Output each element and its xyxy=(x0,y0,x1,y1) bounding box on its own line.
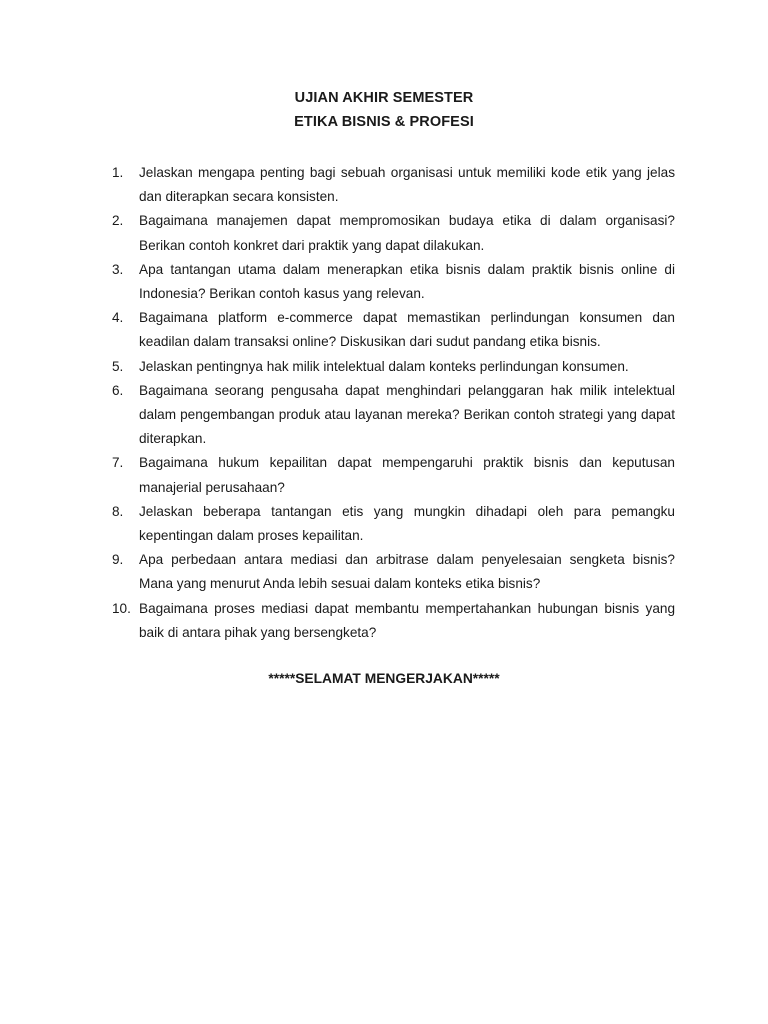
question-number: 7. xyxy=(112,455,124,471)
question-number: 5. xyxy=(112,358,124,374)
question-text: Apa tantangan utama dalam menerapkan etika bisnis dalam praktik bisnis online di Indonesia? Berikan contoh kasus yang relevan. xyxy=(139,261,675,302)
question-text: Apa perbedaan antara mediasi dan arbitrase dalam penyelesaian sengketa bisnis? Mana yang menurut Anda lebih sesuai dalam konteks etika bisnis? xyxy=(139,552,675,592)
question-item xyxy=(112,597,675,645)
question-text: Bagaimana seorang pengusaha dapat menghindari pelanggaran hak milik intelektual dalam pengembangan produk atau layanan mereka? Berikan contoh strategi yang dapat diterapkan. xyxy=(139,382,675,447)
question-list xyxy=(112,161,675,645)
question-number: 4. xyxy=(112,310,124,326)
question-number: 3. xyxy=(112,261,124,277)
question-item xyxy=(112,379,675,452)
question-item xyxy=(112,451,675,499)
question-number: 2. xyxy=(112,213,124,229)
question-text: Jelaskan pentingnya hak milik intelektual dalam konteks perlindungan konsumen. xyxy=(139,358,629,374)
question-text: Bagaimana proses mediasi dapat membantu mempertahankan hubungan bisnis yang baik di antara pihak yang bersengketa? xyxy=(139,600,675,640)
question-item xyxy=(112,355,675,379)
question-text: Bagaimana manajemen dapat mempromosikan budaya etika di dalam organisasi? Berikan contoh konkret dari praktik yang dapat dilakukan. xyxy=(139,213,675,253)
question-number: 9. xyxy=(112,552,124,568)
question-item xyxy=(112,258,675,306)
question-item xyxy=(112,161,675,209)
question-item xyxy=(112,306,675,354)
question-number: 8. xyxy=(112,503,124,519)
question-item xyxy=(112,500,675,548)
exam-title: UJIAN AKHIR SEMESTER xyxy=(294,90,474,106)
question-text: Jelaskan beberapa tantangan etis yang mungkin dihadapi oleh para pemangku kepentingan dalam proses kepailitan. xyxy=(139,503,675,544)
document-header xyxy=(0,86,768,134)
closing-message: *****SELAMAT MENGERJAKAN***** xyxy=(268,671,500,686)
course-title: ETIKA BISNIS & PROFESI xyxy=(294,114,474,130)
question-item xyxy=(112,548,675,596)
question-number: 6. xyxy=(112,382,124,398)
question-item xyxy=(112,209,675,257)
question-text: Bagaimana platform e-commerce dapat memastikan perlindungan konsumen dan keadilan dalam transaksi online? Diskusikan dari sudut pandang etika bisnis. xyxy=(139,310,675,350)
question-text: Jelaskan mengapa penting bagi sebuah organisasi untuk memiliki kode etik yang jelas dan diterapkan secara konsisten. xyxy=(139,165,675,205)
question-number: 1. xyxy=(112,165,124,180)
question-text: Bagaimana hukum kepailitan dapat mempengaruhi praktik bisnis dan keputusan manajerial perusahaan? xyxy=(139,455,675,495)
question-number: 10. xyxy=(112,600,131,616)
